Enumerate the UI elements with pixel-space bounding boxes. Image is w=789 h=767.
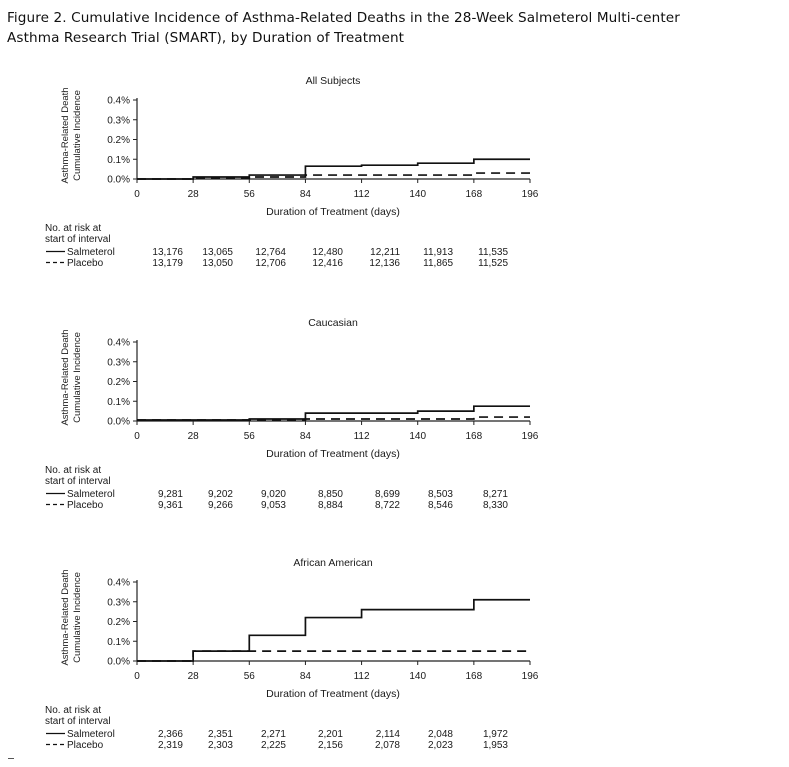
at-risk-value: 13,179 [152,258,183,269]
x-axis-label: Duration of Treatment (days) [266,206,400,218]
at-risk-value: 2,366 [157,729,183,740]
y-axis-label-line-2: Cumulative Incidence [72,572,83,663]
panel-title: African American [293,557,373,569]
chart-panel-caucasian [0,314,789,519]
panel-title: Caucasian [308,317,358,329]
at-risk-value: 9,281 [157,489,183,500]
at-risk-heading-line-1: No. at risk at [45,223,102,234]
series-line-salmeterol [137,159,530,179]
at-risk-value: 2,351 [207,729,233,740]
x-tick-label: 196 [521,189,539,200]
x-tick-label: 112 [353,189,370,200]
figure-title-line-1: Figure 2. Cumulative Incidence of Asthma-Related Deaths in the 28-Week Salmeterol Multi-center [7,10,680,26]
legend-label-placebo: Placebo [67,258,104,269]
at-risk-value: 1,953 [482,740,508,751]
legend-label-placebo: Placebo [67,500,104,511]
at-risk-value: 12,764 [255,247,286,258]
chart-panel-all-subjects [0,72,789,277]
legend-label-placebo: Placebo [67,740,104,751]
legend-label-salmeterol: Salmeterol [67,489,115,500]
y-tick-label: 0.0% [107,174,130,186]
at-risk-value: 1,972 [482,729,508,740]
at-risk-value: 11,865 [423,258,453,269]
at-risk-value: 12,480 [312,247,343,258]
x-tick-label: 28 [187,189,199,200]
figure-title [7,8,782,48]
y-tick-label: 0.1% [107,396,130,408]
series-line-placebo [137,651,530,661]
at-risk-heading-line-1: No. at risk at [45,465,102,476]
x-tick-label: 140 [409,431,427,442]
at-risk-value: 11,525 [478,258,508,269]
at-risk-value: 2,048 [427,729,453,740]
y-tick-label: 0.2% [107,617,130,628]
at-risk-value: 9,053 [260,500,286,511]
y-tick-label: 0.2% [107,135,130,146]
at-risk-value: 8,330 [482,500,508,511]
y-tick-label: 0.0% [107,656,130,668]
at-risk-value: 8,850 [317,489,343,500]
at-risk-value: 8,722 [374,500,400,511]
at-risk-value: 12,211 [370,247,400,258]
at-risk-value: 2,078 [374,740,400,751]
y-axis-label-line-1: Asthma-Related Death [60,329,71,426]
x-tick-label: 56 [243,431,255,442]
x-tick-label: 168 [465,671,483,682]
x-tick-label: 28 [187,431,199,442]
x-tick-label: 84 [299,189,311,200]
x-axis-label: Duration of Treatment (days) [266,448,400,460]
footer-mark [8,758,14,759]
at-risk-value: 2,271 [260,729,286,740]
x-tick-label: 0 [134,189,140,200]
at-risk-value: 2,319 [157,740,183,751]
x-tick-label: 140 [409,671,427,682]
at-risk-value: 2,114 [375,729,400,740]
legend-label-salmeterol: Salmeterol [67,247,115,258]
at-risk-value: 11,535 [478,247,508,258]
at-risk-value: 9,020 [260,489,286,500]
y-tick-label: 0.1% [107,154,130,166]
x-tick-label: 84 [299,671,311,682]
at-risk-value: 2,303 [207,740,233,751]
at-risk-heading-line-2: start of interval [45,234,111,245]
y-tick-label: 0.0% [107,416,130,428]
at-risk-value: 8,271 [482,489,508,500]
series-line-salmeterol [137,406,530,420]
at-risk-value: 2,201 [317,729,343,740]
at-risk-value: 2,156 [317,740,343,751]
y-axis-label-line-2: Cumulative Incidence [72,90,83,181]
at-risk-value: 13,065 [202,247,233,258]
x-tick-label: 0 [134,671,140,682]
y-tick-label: 0.4% [107,577,130,589]
at-risk-value: 8,699 [374,489,400,500]
at-risk-value: 2,023 [427,740,453,751]
panel-title: All Subjects [305,75,361,87]
x-tick-label: 168 [465,189,483,200]
at-risk-value: 8,546 [427,500,453,511]
legend-label-salmeterol: Salmeterol [67,729,115,740]
y-axis-label-line-1: Asthma-Related Death [60,87,71,184]
at-risk-value: 9,361 [157,500,183,511]
at-risk-value: 12,706 [255,258,286,269]
y-axis-label-line-1: Asthma-Related Death [60,569,71,666]
x-axis-label: Duration of Treatment (days) [266,688,400,700]
x-tick-label: 140 [409,189,427,200]
at-risk-heading-line-2: start of interval [45,476,111,487]
x-tick-label: 56 [243,189,255,200]
x-tick-label: 28 [187,671,199,682]
x-tick-label: 196 [521,671,539,682]
figure-title-line-2: Asthma Research Trial (SMART), by Duration of Treatment [7,30,405,46]
x-tick-label: 196 [521,431,539,442]
at-risk-value: 13,050 [202,258,233,269]
at-risk-value: 12,136 [369,258,400,269]
at-risk-value: 11,913 [423,247,453,258]
at-risk-value: 8,503 [427,489,453,500]
at-risk-value: 9,202 [207,489,233,500]
at-risk-heading-line-2: start of interval [45,716,111,727]
y-tick-label: 0.3% [107,115,130,127]
x-tick-label: 56 [243,671,255,682]
x-tick-label: 168 [465,431,483,442]
at-risk-value: 9,266 [207,500,233,511]
series-line-placebo [137,173,530,179]
at-risk-value: 12,416 [312,258,343,269]
y-tick-label: 0.3% [107,597,130,609]
y-axis-label-line-2: Cumulative Incidence [72,332,83,423]
y-tick-label: 0.1% [107,636,130,648]
at-risk-heading-line-1: No. at risk at [45,705,102,716]
y-tick-label: 0.4% [107,95,130,107]
at-risk-value: 8,884 [317,500,343,511]
at-risk-value: 2,225 [260,740,286,751]
x-tick-label: 112 [353,671,370,682]
y-tick-label: 0.2% [107,377,130,388]
chart-panel-african-american [0,554,789,759]
x-tick-label: 112 [353,431,370,442]
y-tick-label: 0.3% [107,357,130,369]
at-risk-value: 13,176 [152,247,183,258]
x-tick-label: 84 [299,431,311,442]
x-tick-label: 0 [134,431,140,442]
y-tick-label: 0.4% [107,337,130,349]
